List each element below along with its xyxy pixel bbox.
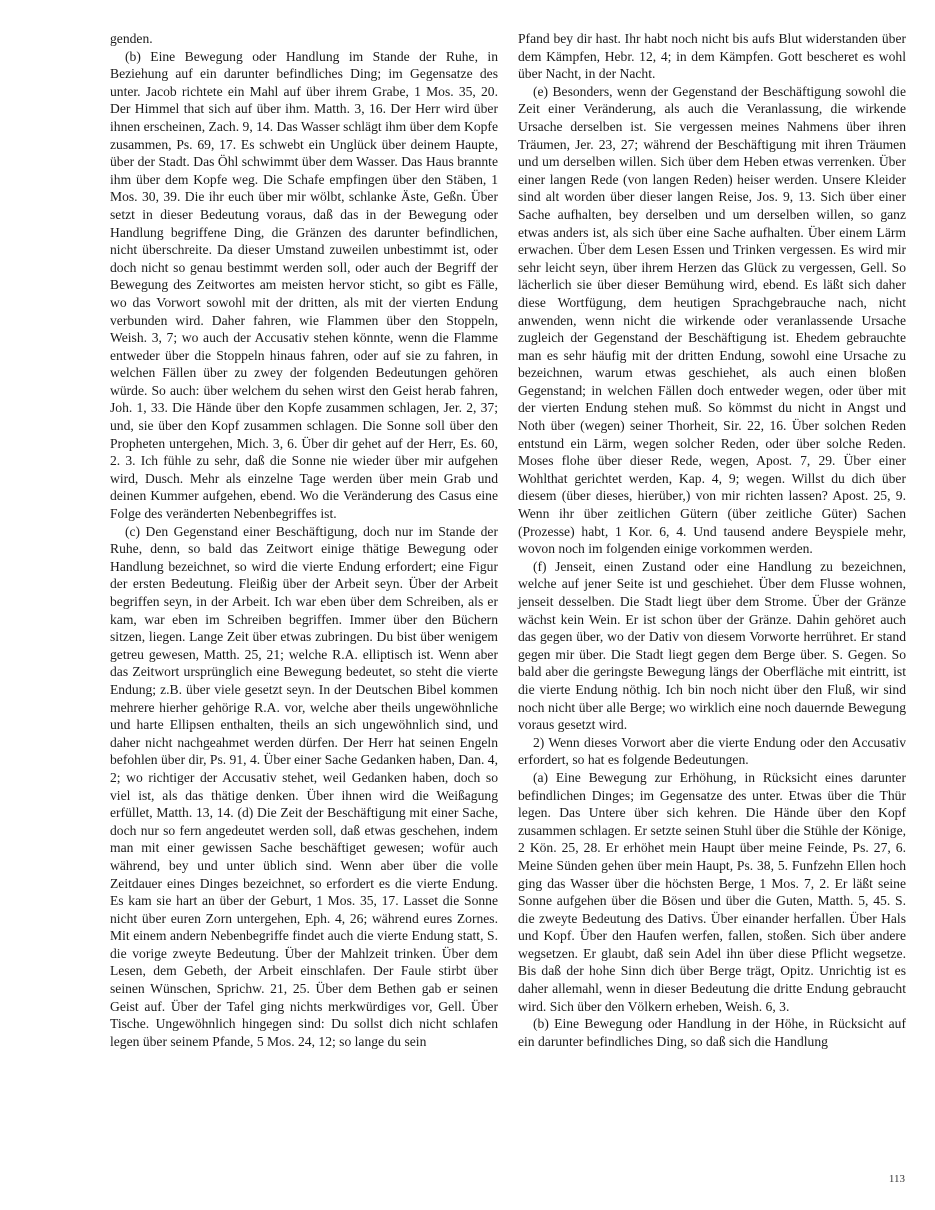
paragraph: (b) Eine Bewegung oder Handlung im Stande der Ruhe, in Beziehung auf ein darunter befindliches Ding; im Gegensatze des unter. Jacob richtete ein Mahl auf über ihrem Grabe, 1 Mos. 35, 20. Der Himmel that sich auf über ihm. Matth. 3, 16. Der Herr wird über ihnen erscheinen, Zach. 9, 14. Das Wasser schlägt ihm über dem Kopfe zusammen, Ps. 69, 17. Es schwebt ein Unglück über deinem Haupte, über der Stadt. Das Öhl schwimmt über dem Wasser. Das Haus brannte ihm über dem Kopfe weg. Die Schafe empfingen über den Stäben, 1 Mos. 30, 39. Die ihr euch über mir wölbt, schlanke Äste, Geßn. Über setzt in dieser Bedeutung voraus, daß das in der Bewegung oder Handlung begriffene Ding, die Gränzen des darunter befindlichen, nicht überschreite. Da dieser Umstand zuweilen unbestimmt ist, oder doch nicht so genau bestimmt werden soll, oder auch der Begriff der Bewegung des Zeitwortes am meisten hervor sticht, so gibt es Fälle, wo das Vorwort sowohl mit der dritten, als mit der vierten Endung verbunden wird. Daher fahren, wie Flammen über den Stoppeln, Weish. 3, 7; wo auch der Accusativ stehen könnte, wenn die Flamme entweder über die Stoppeln hinaus fahren, oder auf sie zu fahren, in welchen Fällen über zu zwey der folgenden Bedeutungen gehören würde. So auch: über welchem du sehen wirst den Geist herab fahren, Joh. 1, 33. Die Hände über den Kopfe zusammen schlagen, Jer. 2, 37; und, sie über den Kopf zusammen schlagen. Die Sonne soll über den Propheten untergehen, Mich. 3, 6. Über dir gehet auf der Herr, Es. 60, 2. 3. Ich fühle zu sehr, daß die Sonne nie wieder über mir aufgehen wird, Dusch. Mehr als einzelne Tage werden über mein Grab und deinen Kummer aufgehen, ebend. Wo die Veränderung des Casus eine Folge des veränderten Nebenbegriffes ist. <box>110 48 498 522</box>
paragraph: Pfand bey dir hast. Ihr habt noch nicht bis aufs Blut widerstanden über dem Kämpfen, Hebr. 12, 4; in dem Kämpfen. Gott bescheret es wohl über Nacht, in der Nacht. <box>518 31 906 82</box>
paragraph: (c) Den Gegenstand einer Beschäftigung, doch nur im Stande der Ruhe, denn, so bald das Zeitwort einige thätige Bewegung oder Handlung bezeichnet, so wird die vierte Endung erfordert; eine Figur der ersten Bedeutung. Fleißig über der Arbeit seyn. Über der Arbeit begriffen seyn, in der Arbeit. Ich war eben über dem Schreiben, als er kam, war eben im Schreiben begriffen. Immer über den Büchern sitzen, liegen. Lange Zeit über etwas zubringen. Du bist über wenigem getreu gewesen, Matth. 25, 21; welche R.A. elliptisch ist. Wenn aber das Zeitwort ursprünglich eine Bewegung bedeutet, so steht die vierte Endung; z.B. über viele gesetzt seyn. In der Deutschen Bibel kommen mehrere hierher gehörige R.A. vor, welche aber theils ungewöhnliche und harte Ellipsen enthalten, theils an sich ungewöhnlich sind, und daher nicht nachgeahmet werden dürfen. Der Herr hat seinen Engeln befohlen über dir, Ps. 91, 4. Über einer Sache Gedanken haben, Dan. 4, 2; wo richtiger der Accusativ stehet, weil Gedanken haben, doch so viel ist, als das thätige denken. Über ihnen wird die Weißagung erfüllet, Matth. 13, 14. (d) Die Zeit der Beschäftigung mit einer Sache, doch nur so fern angedeutet werden soll, daß etwas geschehen, indem man mit einer gewissen Sache beschäftiget gewesen; wofür auch während, bey und unter üblich sind. Wenn aber über die volle Zeitdauer eines Dinges bezeichnet, so erfordert es die vierte Endung. Es kam sie hart an über der Geburt, 1 Mos. 35, 17. Lasset die Sonne nicht über euren Zorn untergehen, Eph. 4, 26; während eures Zornes. Mit einem andern Nebenbegriffe findet auch die vierte Endung statt, S. die vorige zweyte Bedeutung. Über der Mahlzeit trinken. Über dem Lesen, dem Gebeth, der Arbeit einschlafen. Der Faule stirbt über seinen Wünschen, Sprichw. 21, 25. Über dem Bethen gab er seinen Geist auf. Über der Tafel ging nichts merkwürdiges vor, Gell. Über Tische. Ungewöhnlich hingegen sind: Du sollst dich nicht schlafen legen über seinem Pfande, 5 Mos. 24, 12; so lange du sein <box>110 523 498 1049</box>
paragraph: (e) Besonders, wenn der Gegenstand der Beschäftigung sowohl die Zeit einer Veränderung, als auch die Veranlassung, die wirkende Ursache derselben ist. Sie vergessen meines Nahmens über ihren Träumen, Jer. 23, 27; während der Beschäftigung mit ihren Träumen und um derselben willen. Sich über dem Heben etwas verrenken. Über einer langen Rede (von langen Reden) heiser werden. Unsere Kleider sind alt worden über dieser langen Reise, Jos. 9, 13. Sich über einer Sache aufhalten, bey derselben und um derselben willen, so ganz etwas anders ist, als sich über eine Sache aufhalten. Über einem Lärm erwachen. Über dem Lesen Essen und Trinken vergessen. Es wird mir sehr leicht seyn, über ihrem Herzen das Glück zu vergessen, Gell. So lächerlich sie über dieser Bemühung wird, ebend. Es läßt sich daher diese Wortfügung, dem heutigen Sprachgebrauche nach, nicht anwenden, wenn nicht die wirkende oder veranlassende Ursache zugleich der Gegenstand der Beschäftigung ist. Ehedem gebrauchte man es sehr häufig mit der dritten Endung, sowohl eine Ursache zu bezeichnen, warum etwas geschiehet, als auch einen bloßen Gegenstand; in welchen Fällen doch entweder wegen, oder über mit der vierten Endung stehen muß. So kömmst du nicht in Angst und Noth über (wegen) seiner Thorheit, Sir. 22, 16. Über solchen Reden entstund ein Lärm, wegen solcher Reden, oder über solche Reden. Moses flohe über dieser Rede, wegen, Apost. 7, 29. Über einer Wohlthat gerichtet werden, Kap. 4, 9; wegen. Willst du dich über diesem (über dieses, hierüber,) von mir richten lassen? Apost. 25, 9. Wenn ihr über zeitlichen Gütern (über zeitliche Güter) Sachen (Prozesse) habt, 1 Kor. 6, 4. Und tausend andere Beyspiele mehr, wovon noch im folgenden einige vorkommen werden. <box>518 83 906 557</box>
paragraph: (a) Eine Bewegung zur Erhöhung, in Rücksicht eines darunter befindlichen Dinges; im Gegensatze des unter. Etwas über die Thür legen. Das Untere über sich kehren. Die Hände über den Kopf zusammen schlagen. Er setzte seinen Stuhl über die Stühle der Könige, 2 Kön. 25, 28. Er erhöhet mein Haupt über meine Feinde, Ps. 27, 6. Meine Sünden gehen über mein Haupt, Ps. 38, 5. Funfzehn Ellen hoch ging das Wasser über die höchsten Berge, 1 Mos. 7, 2. Er läßt seine Sonne aufgehen über die Bösen und über die Guten, Matth. 5, 45. S. die zweyte Bedeutung des Dativs. Über einander herfallen. Über Hals und Kopf. Über den Haufen werfen, fallen, stoßen. Sich über andere wegsetzen. Er glaubt, daß sein Adel ihn über diese Pflicht wegsetze. Bis daß der hohe Sinn dich über Berge trägt, Opitz. Unrichtig ist es daher allemahl, wenn in dieser Bedeutung die dritte Endung gebraucht wird. Sich über den Völkern erheben, Weish. 6, 3. <box>518 769 906 1014</box>
paragraph: genden. <box>110 31 153 46</box>
left-column <box>110 30 498 1050</box>
paragraph: 2) Wenn dieses Vorwort aber die vierte Endung oder den Accusativ erfordert, so hat es folgende Bedeutungen. <box>518 734 906 768</box>
paragraph: (b) Eine Bewegung oder Handlung in der Höhe, in Rücksicht auf ein darunter befindliches Ding, so daß sich die Handlung <box>518 1016 906 1049</box>
right-column <box>518 30 906 1050</box>
paragraph: (f) Jenseit, einen Zustand oder eine Handlung zu bezeichnen, welche auf jener Seite ist und geschiehet. Über dem Flusse wohnen, jenseit desselben. Die Stadt liegt über dem Strome. Über der Gränze wächst kein Wein. Er ist schon über der Gränze. Dahin gehöret auch das gegen über, wo der Dativ von diesem Vorworte herrühret. Er stand gegen mir über. Die Stadt liegt gegen dem Berge über. S. Gegen. So bald aber die geringste Bewegung längs der Oberfläche mit eintritt, ist die vierte Endung nöthig. Ich bin noch nicht über den Fluß, wir sind noch nicht über alle Berge; wo wirklich eine noch dauernde Bewegung voraus gesetzt wird. <box>518 558 906 733</box>
page-number: 113 <box>888 1173 905 1185</box>
